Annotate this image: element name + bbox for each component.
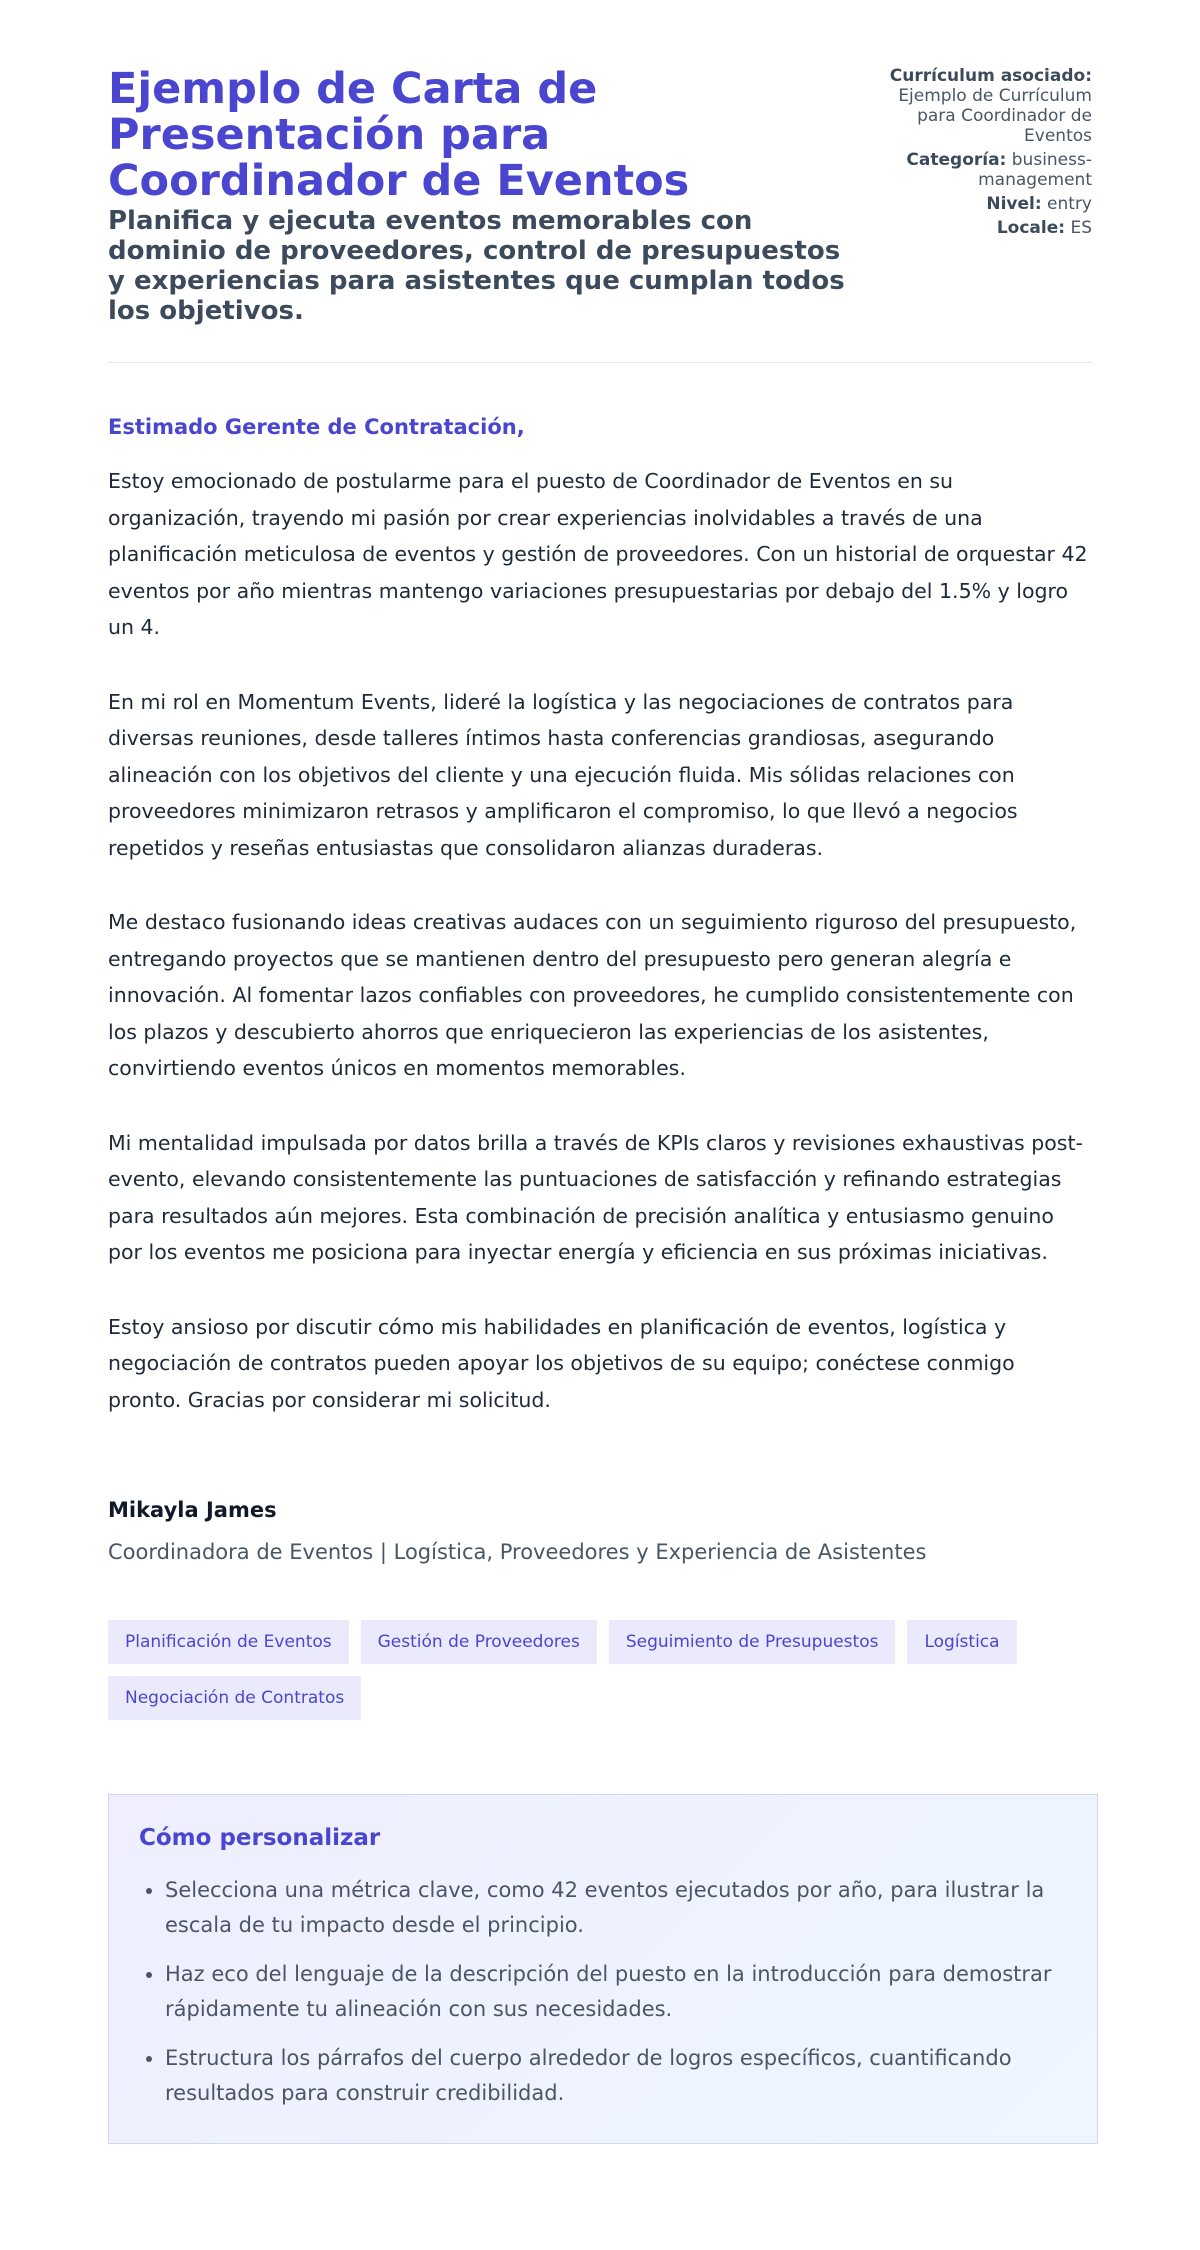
meta-locale-label: Locale: [996,218,1066,238]
metadata-panel [872,66,1092,242]
skill-tag: Negociación de Contratos [108,1676,361,1720]
tip-item: • Haz eco del lenguaje de la descripción del puesto en la introducción para demostrar rápidamente tu alineación con sus necesidades. [165,1957,1067,2027]
meta-category [872,150,1092,190]
header-title-block [108,66,848,326]
letter-paragraph-3: Me destaco fusionando ideas creativas audaces con un seguimiento riguroso del presupuesto, entregando proyectos que se mantienen dentro del presupuesto pero generan alegría e innovación. Al fomentar lazos confiables con proveedores, he cumplido consistentemente con los plazos y descubierto ahorros que enriquecieron las experiencias de los asistentes, convirtiendo eventos únicos en momentos memorables. [108,910,1077,1080]
letter-paragraph-1: Estoy emocionado de postularme para el puesto de Coordinador de Eventos en su organización, trayendo mi pasión por crear experiencias inolvidables a través de una planificación meticulosa de eventos y gestión de proveedores. Con un historial de orquestar 42 eventos por año mientras mantengo variaciones presupuestarias por debajo del 1.5% y logro un 4. [108,469,1088,639]
tip-item: • Estructura los párrafos del cuerpo alrededor de logros específicos, cuantificando resultados para construir credibilidad. [165,2041,1067,2111]
tip-item: • Selecciona una métrica clave, como 42 eventos ejecutados por año, para ilustrar la escala de tu impacto desde el principio. [165,1873,1067,1943]
meta-level-label: Nivel: [986,194,1042,214]
signature-role: Coordinadora de Eventos | Logística, Proveedores y Experiencia de Asistentes [108,1540,927,1564]
header [108,66,1092,326]
customization-tips-box [108,1794,1098,2144]
meta-level-value: entry [1047,194,1092,214]
letter-paragraph-4: Mi mentalidad impulsada por datos brilla a través de KPIs claros y revisiones exhaustivas post-evento, elevando consistentemente las puntuaciones de satisfacción y refinando estrategias para resultados aún mejores. Esta combinación de precisión analítica y entusiasmo genuino por los eventos me posiciona para inyectar energía y eficiencia en sus próximas iniciativas. [108,1130,1083,1264]
header-divider [108,362,1092,363]
meta-level [872,194,1092,214]
letter-paragraph-5: Estoy ansioso por discutir cómo mis habilidades en planificación de eventos, logística y negociación de contratos pueden apoyar los objetivos de su equipo; conéctese conmigo pronto. Gracias por considerar mi solicitud. [108,1314,1015,1412]
meta-resume-value: Ejemplo de Currículum para Coordinador de Eventos [898,86,1092,146]
meta-locale [872,218,1092,238]
skill-tag: Seguimiento de Presupuestos [609,1620,896,1664]
signature-name: Mikayla James [108,1498,277,1522]
tips-list [139,1873,1067,2111]
skill-tag: Planificación de Eventos [108,1620,349,1664]
meta-category-value: business-management [978,150,1092,190]
meta-locale-value: ES [1070,218,1092,238]
page-title: Ejemplo de Carta de Presentación para Coordinador de Eventos [108,64,690,206]
skill-tag: Logística [907,1620,1016,1664]
tips-title: Cómo personalizar [139,1825,381,1851]
meta-resume-label: Currículum asociado: [889,66,1092,86]
meta-resume [872,66,1092,146]
page-subtitle: Planifica y ejecuta eventos memorables con dominio de proveedores, control de presupuestos y experiencias para asistentes que cumplan todos los objetivos. [108,206,845,326]
letter-greeting: Estimado Gerente de Contratación, [108,415,525,439]
signature-block [108,1496,1092,1566]
letter-paragraph-2: En mi rol en Momentum Events, lideré la logística y las negociaciones de contratos para diversas reuniones, desde talleres íntimos hasta conferencias grandiosas, asegurando alineación con los objetivos del cliente y una ejecución fluida. Mis sólidas relaciones con proveedores minimizaron retrasos y amplificaron el compromiso, lo que llevó a negocios repetidos y reseñas entusiastas que consolidaron alianzas duraderas. [108,689,1018,860]
skill-tags [108,1620,1098,1732]
letter-body [108,463,1092,1418]
skill-tag: Gestión de Proveedores [361,1620,597,1664]
meta-category-label: Categoría: [906,150,1007,170]
